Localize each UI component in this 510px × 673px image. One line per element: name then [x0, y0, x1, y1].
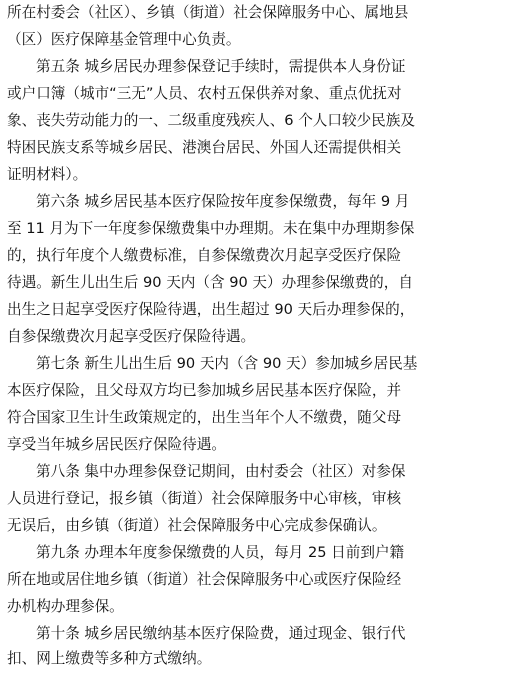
text-line: 或户口簿（城市“三无”人员、农村五保供养对象、重点优抚对: [7, 85, 402, 102]
text-line: 象、丧失劳动能力的一、二级重度残疾人、6 个人口较少民族及: [7, 112, 415, 129]
text-line: 自参保缴费次月起享受医疗保险待遇。: [7, 328, 256, 345]
text-line: 的，执行年度个人缴费标准，自参保缴费次月起享受医疗保险: [7, 247, 402, 264]
text-line: 无误后，由乡镇（街道）社会保障服务中心完成参保确认。: [7, 517, 387, 534]
text-line: 特困民族支系等城乡居民、港澳台居民、外国人还需提供相关: [7, 139, 402, 156]
article-10-heading-line: 第十条 城乡居民缴纳基本医疗保险费，通过现金、银行代: [36, 625, 406, 642]
article-9-heading-line: 第九条 办理本年度参保缴费的人员，每月 25 日前到户籍: [36, 544, 405, 561]
text-line: 证明材料）。: [7, 166, 88, 183]
text-line: 出生之日起享受医疗保险待遇，出生超过 90 天后办理参保的，: [7, 301, 415, 318]
article-8-heading-line: 第八条 集中办理参保登记期间，由村委会（社区）对参保: [36, 463, 406, 480]
article-5-heading-line: 第五条 城乡居民办理参保登记手续时，需提供本人身份证: [36, 58, 406, 75]
text-line: 本医疗保险，且父母双方均已参加城乡居民基本医疗保险，并: [7, 382, 402, 399]
article-6-heading-line: 第六条 城乡居民基本医疗保险按年度参保缴费，每年 9 月: [36, 193, 410, 210]
text-line: 扣、网上缴费等多种方式缴纳。: [7, 650, 212, 667]
text-line: 人员进行登记，报乡镇（街道）社会保障服务中心审核，审核: [7, 490, 402, 507]
text-line: 享受当年城乡居民医疗保险待遇。: [7, 436, 226, 453]
text-line: （区）医疗保障基金管理中心负责。: [7, 31, 241, 48]
text-line: 所在地或居住地乡镇（街道）社会保障服务中心或医疗保险经: [7, 571, 402, 588]
article-7-heading-line: 第七条 新生儿出生后 90 天内（含 90 天）参加城乡居民基: [36, 355, 418, 372]
text-line: 所在村委会（社区）、乡镇（街道）社会保障服务中心、属地县: [7, 4, 409, 21]
text-line: 办机构办理参保。: [7, 598, 124, 615]
text-line: 待遇。新生儿出生后 90 天内（含 90 天）办理参保缴费的，自: [7, 274, 413, 291]
text-line: 至 11 月为下一年度参保缴费集中办理期。未在集中办理期参保: [7, 220, 415, 237]
text-line: 符合国家卫生计生政策规定的，出生当年个人不缴费，随父母: [7, 409, 402, 426]
